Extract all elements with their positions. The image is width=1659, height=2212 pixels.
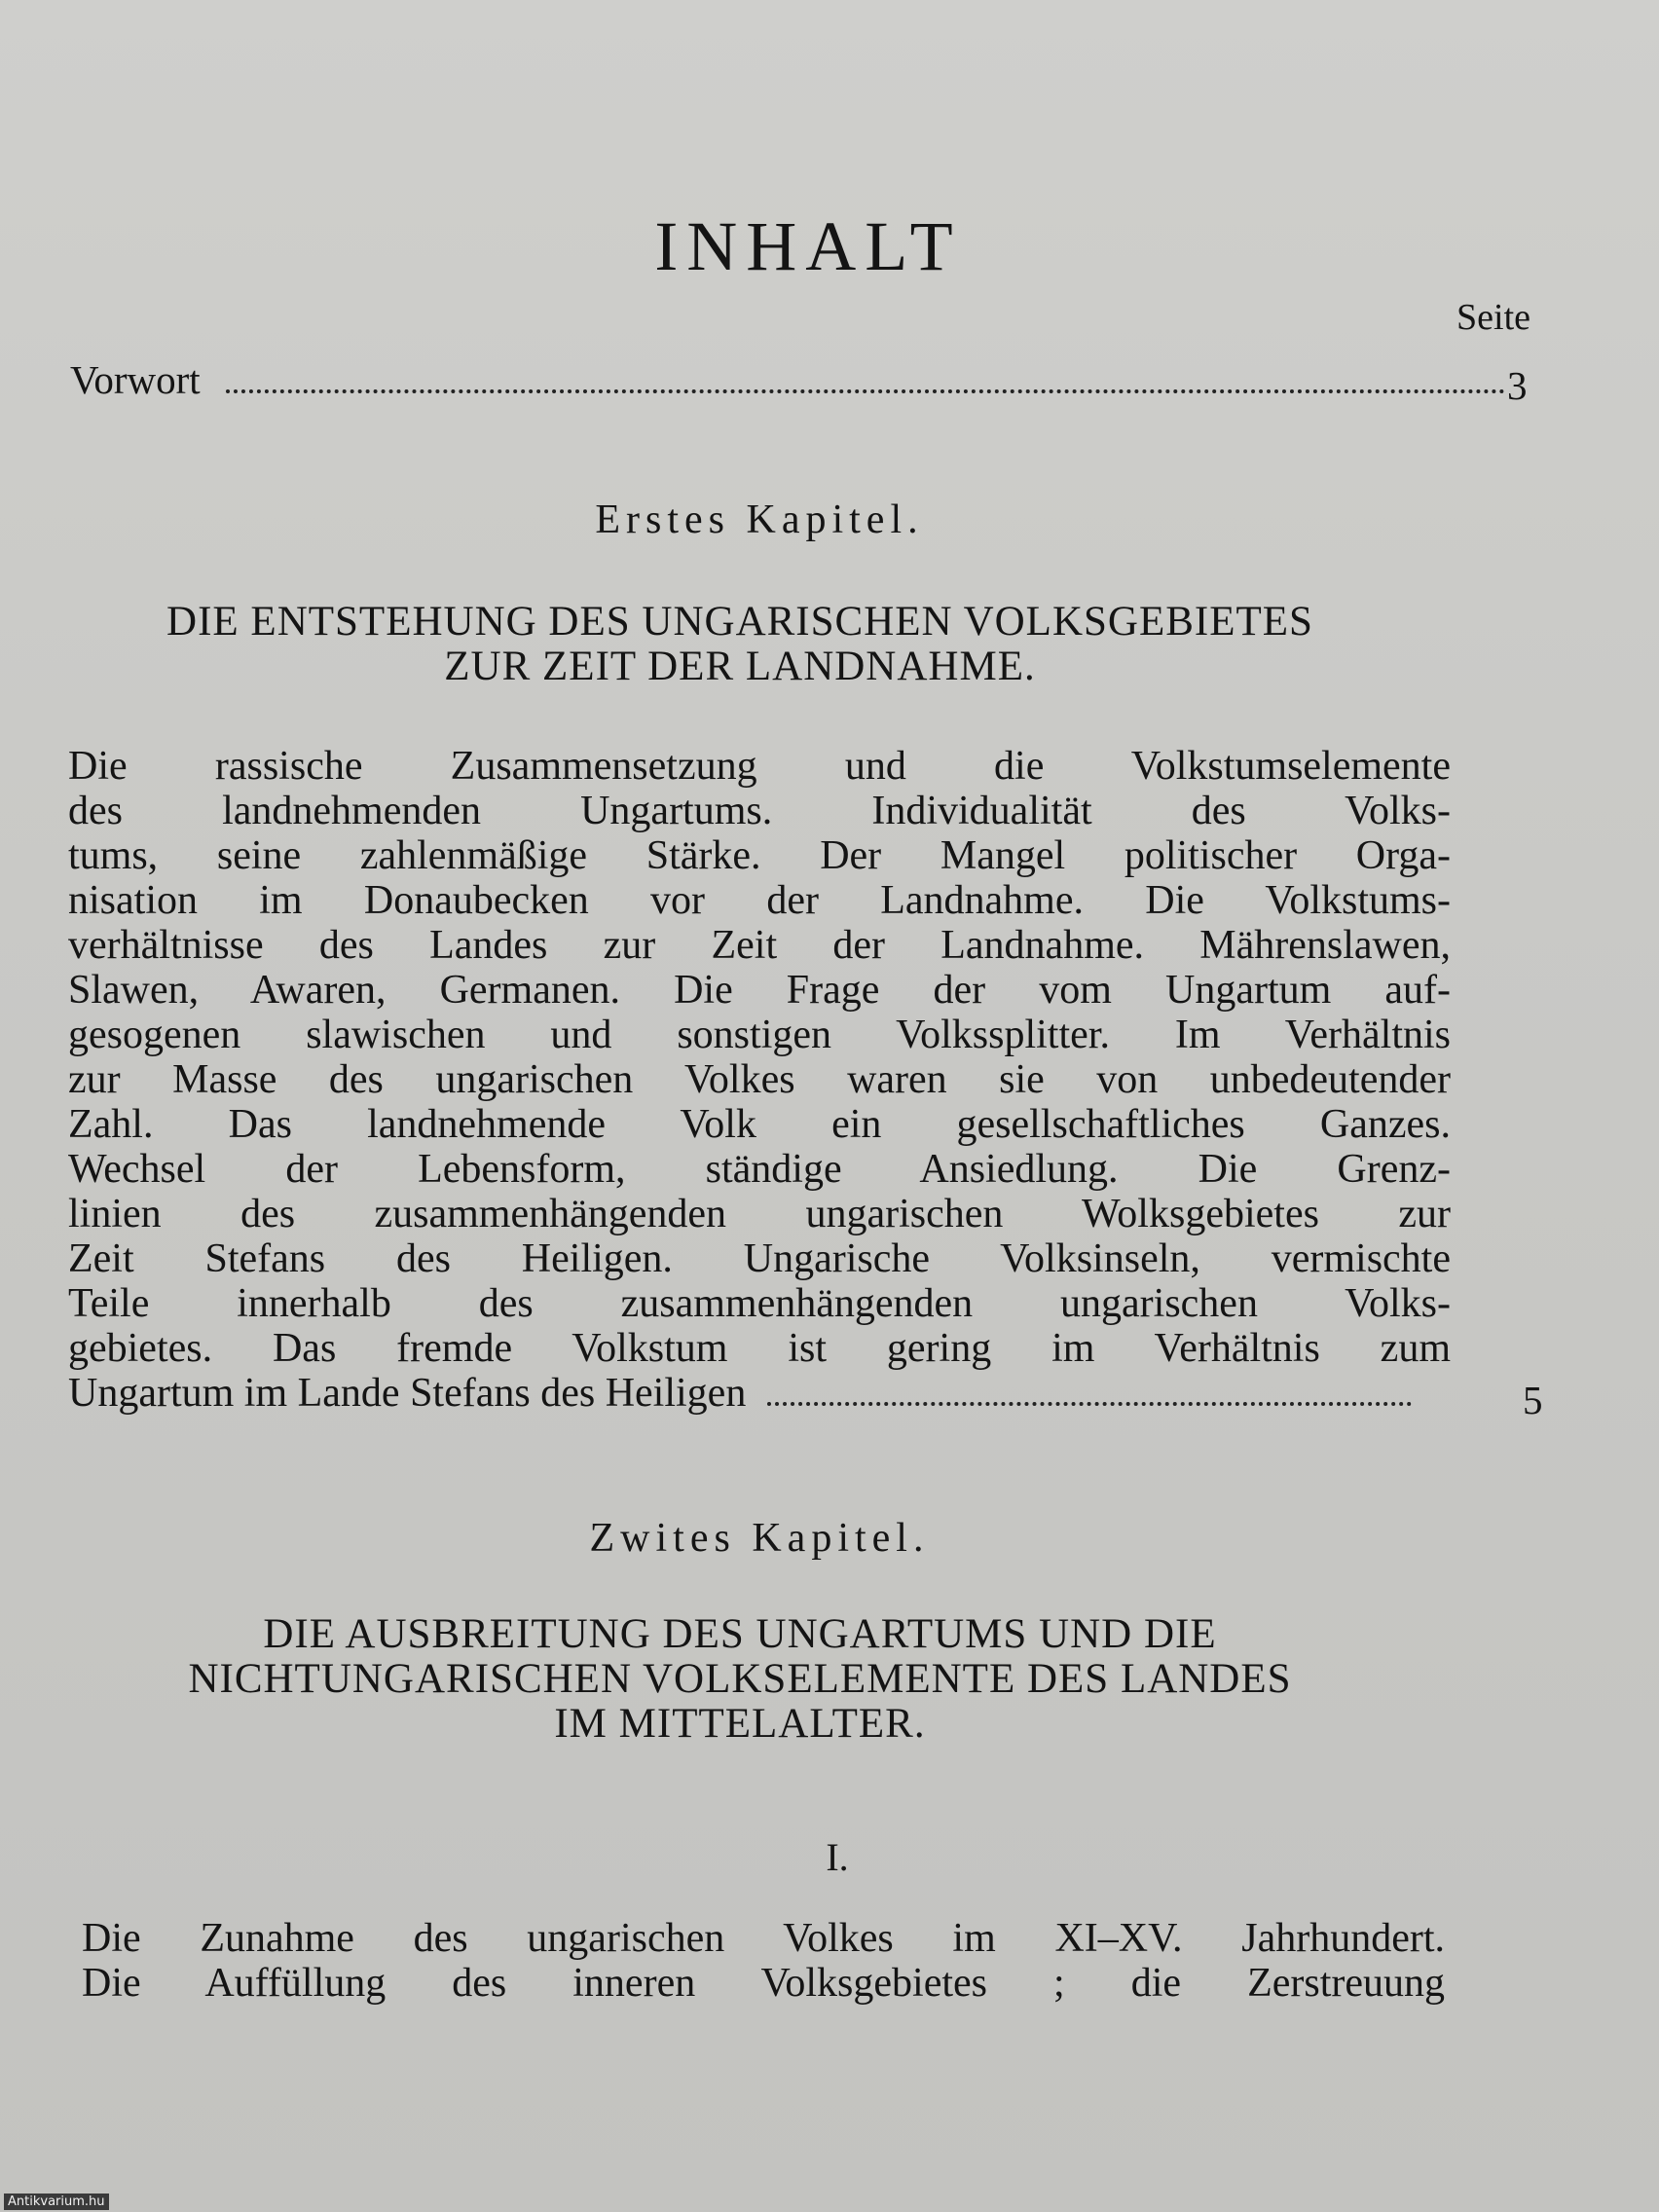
summary-line: Die Auffüllung des inneren Volksgebietes ; die Zerstreuung: [82, 1961, 1445, 2006]
page-title: INHALT: [654, 207, 962, 285]
toc-entry-vorwort: [70, 356, 1530, 403]
chapter-1-heading-line: ZUR ZEIT DER LANDNAHME.: [444, 644, 1036, 689]
summary-line: Wechsel der Lebensform, ständige Ansiedlung. Die Grenz-: [68, 1147, 1451, 1192]
chapter-2-heading-line: DIE AUSBREITUNG DES UNGARTUMS UND DIE: [263, 1611, 1217, 1657]
summary-line: Teile innerhalb des zusammenhängenden ungarischen Volks-: [68, 1281, 1451, 1326]
chapter-2-heading-line: IM MITTELALTER.: [554, 1701, 926, 1747]
summary-line: tums, seine zahlenmäßige Stärke. Der Mangel politischer Orga-: [68, 833, 1451, 878]
summary-line: verhältnisse des Landes zur Zeit der Landnahme. Mährenslawen,: [68, 923, 1451, 968]
page-column-label: Seite: [1456, 297, 1530, 338]
summary-line: gebietes. Das fremde Volkstum ist gering im Verhältnis zum: [68, 1326, 1451, 1371]
summary-line: gesogenen slawischen und sonstigen Volkssplitter. Im Verhältnis: [68, 1013, 1451, 1057]
toc-entry-label: Vorwort: [70, 357, 201, 402]
chapter-2-heading: [0, 1612, 1480, 1747]
chapter-1-heading-line: DIE ENTSTEHUNG DES UNGARISCHEN VOLKSGEBIETES: [166, 599, 1313, 645]
chapter-2-heading-line: NICHTUNGARISCHEN VOLKSELEMENTE DES LANDES: [188, 1656, 1292, 1702]
summary-line: Die Zunahme des ungarischen Volkes im XI–XV. Jahrhundert.: [82, 1916, 1445, 1961]
chapter-2-summary: [82, 1916, 1445, 2006]
summary-line: Zeit Stefans des Heiligen. Ungarische Volksinseln, vermischte: [68, 1236, 1451, 1281]
summary-last-line: [68, 1371, 1451, 1416]
summary-line: zur Masse des ungarischen Volkes waren sie von unbedeutender: [68, 1057, 1451, 1102]
watermark: Antikvarium.hu: [4, 2194, 109, 2210]
chapter-1-label: Erstes Kapitel.: [595, 498, 924, 542]
summary-line: Die rassische Zusammensetzung und die Volkstumselemente: [68, 744, 1451, 789]
section-number: I.: [826, 1835, 849, 1879]
toc-entry-page: 3: [1507, 363, 1528, 408]
summary-line: Slawen, Awaren, Germanen. Die Frage der vom Ungartum auf-: [68, 968, 1451, 1013]
chapter-1-heading: [0, 600, 1480, 689]
dot-leader: [767, 1402, 1412, 1406]
summary-line: Ungartum im Lande Stefans des Heiligen: [68, 1371, 747, 1416]
chapter-1-summary: [68, 744, 1451, 1416]
summary-line: linien des zusammenhängenden ungarischen Wolksgebietes zur: [68, 1192, 1451, 1236]
summary-line: nisation im Donaubecken vor der Landnahme. Die Volkstums-: [68, 878, 1451, 923]
dot-leader: [226, 389, 1505, 393]
chapter-1-page: 5: [1523, 1378, 1543, 1422]
summary-line: des landnehmenden Ungartums. Individualität des Volks-: [68, 789, 1451, 833]
chapter-2-label: Zwites Kapitel.: [589, 1516, 930, 1561]
summary-line: Zahl. Das landnehmende Volk ein gesellschaftliches Ganzes.: [68, 1102, 1451, 1147]
